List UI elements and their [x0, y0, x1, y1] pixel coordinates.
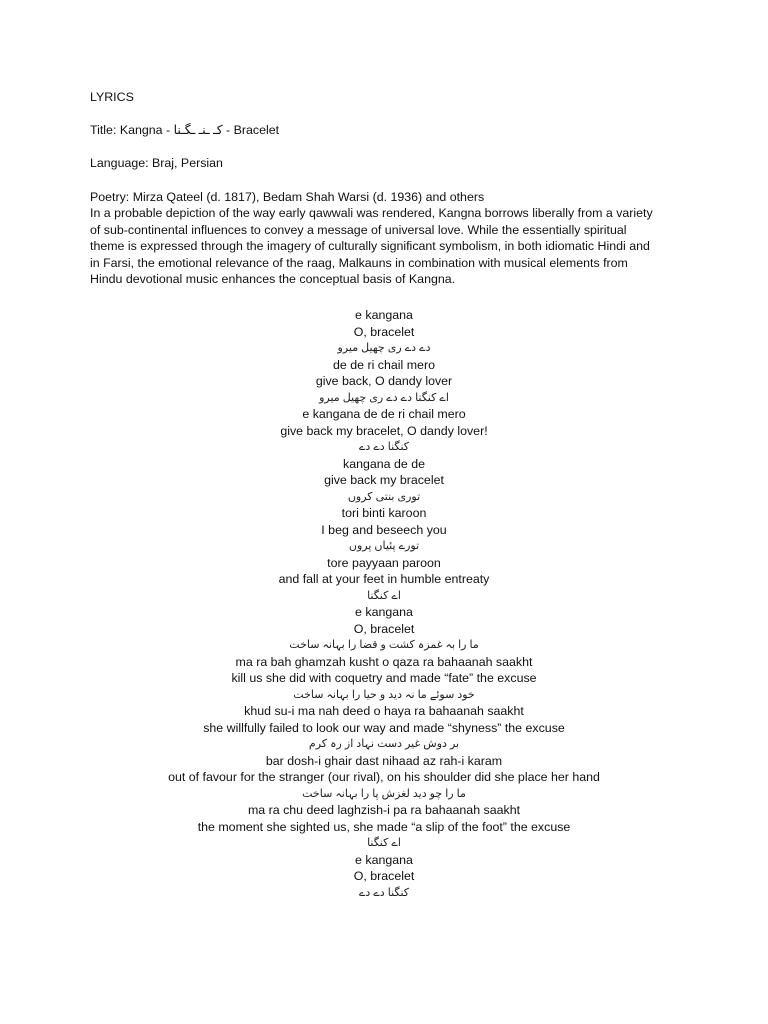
lyric-line: kangana de de: [343, 456, 425, 471]
lyric-line: ma ra chu deed laghzish-i pa ra bahaanah saakht: [247, 803, 521, 817]
lyric-line-urdu: ما را چو دید لغزش پا را بہانہ ساخت: [302, 787, 466, 800]
lyric-line-urdu: تورے پئیاں پروں: [348, 540, 420, 552]
lyric-line: khud su-i ma nah deed o haya ra bahaanah saakht: [244, 704, 524, 718]
lyric-line: bar dosh-i ghair dast nihaad az rah-i karam: [265, 753, 503, 768]
page-heading: LYRICS: [90, 90, 134, 104]
lyric-line-urdu: کنگنا دے دے: [358, 441, 410, 453]
lyric-line: O, bracelet: [353, 324, 415, 339]
lyric-line: tore payyaan paroon: [327, 555, 441, 570]
lyric-line: e kangana: [355, 605, 413, 619]
lyric-line-urdu: اے کنگنا: [367, 589, 401, 602]
poetry-line: Poetry: Mirza Qateel (d. 1817), Bedam Shah Warsi (d. 1936) and others: [90, 189, 485, 204]
lyric-line: give back my bracelet, O dandy lover!: [280, 423, 488, 438]
lyric-line-urdu: ما را بہ غمزہ کشت و قضا را بہانہ ساخت: [289, 639, 479, 651]
lyric-line: O, bracelet: [353, 869, 415, 883]
lyric-line-urdu: اے کنگنا: [367, 837, 401, 849]
language-line: Language: Braj, Persian: [90, 156, 223, 171]
lyric-line-urdu: خود سوئے ما نہ دید و حیا را بہانہ ساخت: [293, 688, 475, 701]
lyric-line: give back, O dandy lover: [315, 374, 453, 388]
lyric-line-urdu: بر دوش غیر دست نہاد از رہ کرم: [308, 738, 460, 750]
lyric-line: e kangana: [355, 852, 413, 867]
lyric-line-urdu: توری بنتی کروں: [347, 490, 421, 503]
lyric-line-urdu: دے دے ری چھیل میرو: [337, 342, 431, 354]
description-line: of sub-continental influences to convey a message of universal love. While the essentially spiritual: [90, 222, 627, 237]
lyric-line: I beg and beseech you: [321, 522, 447, 537]
title-line: Title: Kangna - کـ ـنـ ـگـنا - Bracelet: [90, 123, 280, 138]
lyric-line: e kangana de de ri chail mero: [302, 407, 466, 421]
lyric-line: ma ra bah ghamzah kusht o qaza ra bahaanah saakht: [235, 654, 533, 669]
lyric-line: de de ri chail mero: [333, 357, 435, 372]
document-header: [90, 89, 690, 288]
lyric-line: and fall at your feet in humble entreaty: [278, 572, 490, 586]
lyric-line: she willfully failed to look our way and made “shyness” the excuse: [203, 720, 565, 735]
lyric-line: out of favour for the stranger (our rival), on his shoulder did she place her hand: [168, 770, 600, 784]
lyric-line: tori binti karoon: [341, 506, 427, 520]
lyric-line-urdu: اے کنگنا دے دے ری چھیل میرو: [319, 391, 449, 404]
lyric-line: O, bracelet: [353, 621, 415, 636]
lyric-line-urdu: کنگنا دے دے: [358, 886, 410, 899]
lyric-line: e kangana: [355, 308, 413, 322]
lyric-line: the moment she sighted us, she made “a slip of the foot” the excuse: [197, 819, 571, 834]
description-line: In a probable depiction of the way early qawwali was rendered, Kangna borrows liberally from a variety: [90, 206, 653, 221]
description-line: theme is expressed through the imagery of culturally significant symbolism, in both idiomatic Hindi and: [90, 239, 650, 254]
lyrics-block: [0, 307, 768, 901]
description-line: Hindu devotional music enhances the conceptual basis of Kangna.: [90, 272, 456, 287]
lyric-line: give back my bracelet: [324, 473, 444, 487]
description-paragraph: [90, 205, 690, 288]
description-line: in Farsi, the emotional relevance of the raag, Malkauns in combination with musical elements from: [90, 255, 628, 270]
lyric-line: kill us she did with coquetry and made “fate” the excuse: [231, 671, 537, 685]
